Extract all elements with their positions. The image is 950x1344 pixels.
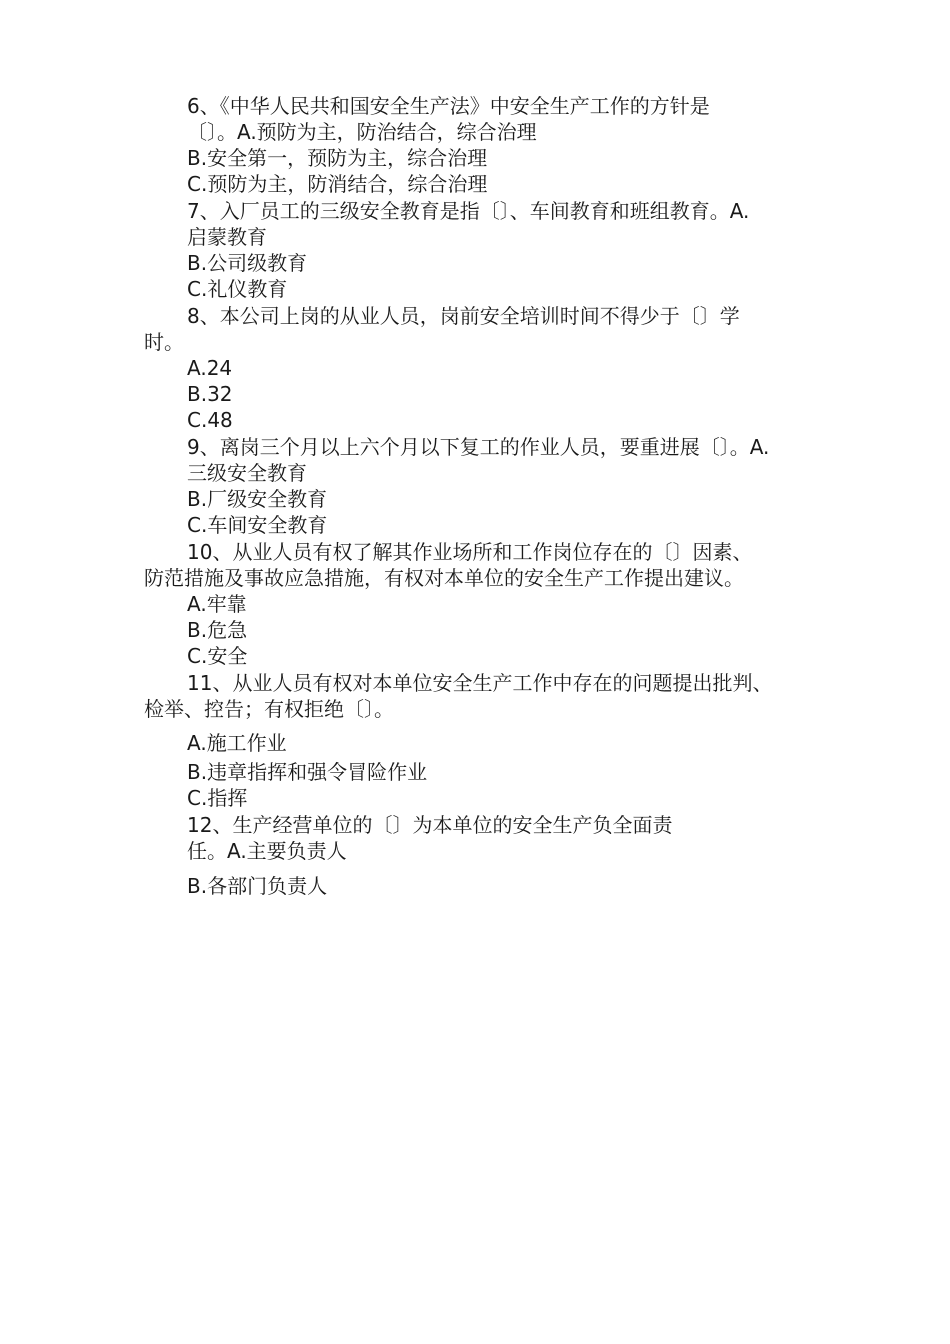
q11-stem-line-1: 11、从业人员有权对本单位安全生产工作中存在的问题提出批判、 [187,671,773,695]
q9-option-c: C.车间安全教育 [187,513,328,537]
q6-option-b: B.安全第一，预防为主，综合治理 [187,146,488,170]
q9-stem-line-1: 9、离岗三个月以上六个月以下复工的作业人员，要重进展〔〕。A. [187,435,770,459]
q11-option-b: B.违章指挥和强令冒险作业 [187,760,428,784]
q6-option-c: C.预防为主，防消结合，综合治理 [187,172,488,196]
q9-stem-line-2: 三级安全教育 [187,461,307,485]
q12-stem-line-2: 任。A.主要负责人 [187,839,347,863]
q6-stem-line-2: 〔〕。A.预防为主，防治结合，综合治理 [187,120,537,144]
q12-stem-line-1: 12、生产经营单位的〔〕为本单位的安全生产负全面责 [187,813,673,837]
q7-stem-line-1: 7、入厂员工的三级安全教育是指〔〕、车间教育和班组教育。A. [187,199,750,223]
q9-option-b: B.厂级安全教育 [187,487,328,511]
q6-stem-line-1: 6、《中华人民共和国安全生产法》中安全生产工作的方针是 [187,94,710,118]
q8-option-c: C.48 [187,408,233,432]
q11-option-c: C.指挥 [187,786,248,810]
q7-option-c: C.礼仪教育 [187,277,288,301]
q7-option-b: B.公司级教育 [187,251,308,275]
q10-option-a: A.牢靠 [187,592,247,616]
q11-option-a: A.施工作业 [187,731,287,755]
q7-stem-line-2: 启蒙教育 [187,225,267,249]
q8-option-a: A.24 [187,356,233,380]
q10-stem-line-2: 防范措施及事故应急措施，有权对本单位的安全生产工作提出建议。 [144,566,744,590]
q12-option-b: B.各部门负责人 [187,874,328,898]
q11-stem-line-2: 检举、控告；有权拒绝〔〕。 [144,697,394,721]
q10-option-c: C.安全 [187,644,248,668]
q10-stem-line-1: 10、从业人员有权了解其作业场所和工作岗位存在的〔〕因素、 [187,540,753,564]
q8-stem-line-1: 8、本公司上岗的从业人员，岗前安全培训时间不得少于〔〕学 [187,304,740,328]
q8-stem-line-2: 时。 [144,330,184,354]
q10-option-b: B.危急 [187,618,248,642]
q8-option-b: B.32 [187,382,233,406]
